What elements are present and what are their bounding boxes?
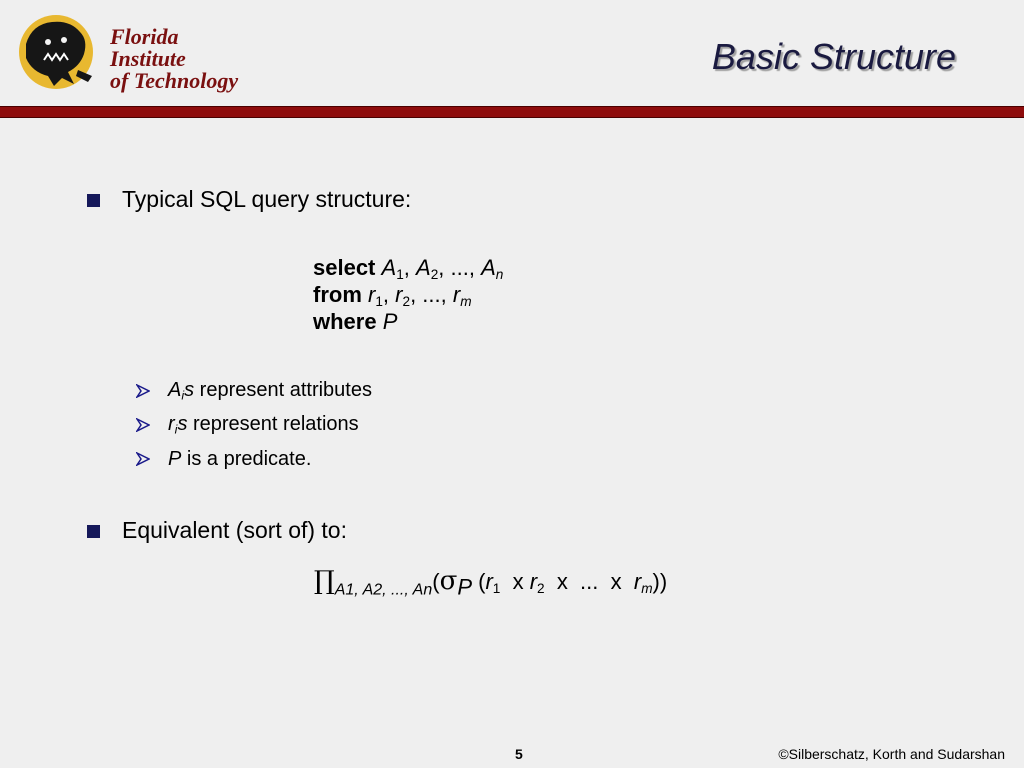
- sql-from-line: from $r_1$, $r_2$, ..., $r_m$: [313, 282, 472, 310]
- relational-algebra-formula: $\prod_{A1, A2, ..., An}(\sigma P$ ($r_1$ x $r_2$ x ... x $r_m$)): [314, 566, 668, 600]
- logo-line-1: Florida Institute: [110, 24, 186, 71]
- logo-text: [110, 26, 258, 92]
- header-divider: [0, 106, 1024, 118]
- square-bullet-icon: [87, 194, 100, 207]
- arrow-bullet-icon: [136, 384, 150, 398]
- logo-line-2: of Technology: [110, 68, 239, 93]
- sql-where-line: [313, 308, 503, 335]
- institution-logo: [18, 14, 258, 93]
- from-keyword: from: [313, 282, 362, 307]
- arrow-bullet-icon: [136, 418, 150, 432]
- sql-select-line: select $A_1$, $A_2$, ..., $A_n$: [313, 255, 504, 283]
- panther-logo-icon: [18, 14, 104, 90]
- sub-bullet-predicate: P is a predicate.: [168, 448, 312, 470]
- bullet-equivalent: Equivalent (sort of) to:: [122, 517, 347, 543]
- page-number: 5: [515, 746, 523, 762]
- where-predicate: P: [382, 309, 398, 334]
- where-keyword: where: [313, 309, 377, 334]
- slide-title: Basic Structure: [711, 36, 956, 77]
- square-bullet-icon: [87, 525, 100, 538]
- select-keyword: select: [313, 255, 376, 280]
- arrow-bullet-icon: [136, 452, 150, 466]
- sub-bullet-relations: $r_is$ represent relations: [168, 413, 359, 437]
- slide-header: [0, 0, 1024, 106]
- bullet-typical-sql: Typical SQL query structure:: [122, 186, 412, 212]
- sub-bullet-attributes: $A_is$ represent attributes: [168, 379, 372, 403]
- sql-query-block: [313, 254, 503, 335]
- copyright-notice: ©Silberschatz, Korth and Sudarshan: [778, 746, 1005, 762]
